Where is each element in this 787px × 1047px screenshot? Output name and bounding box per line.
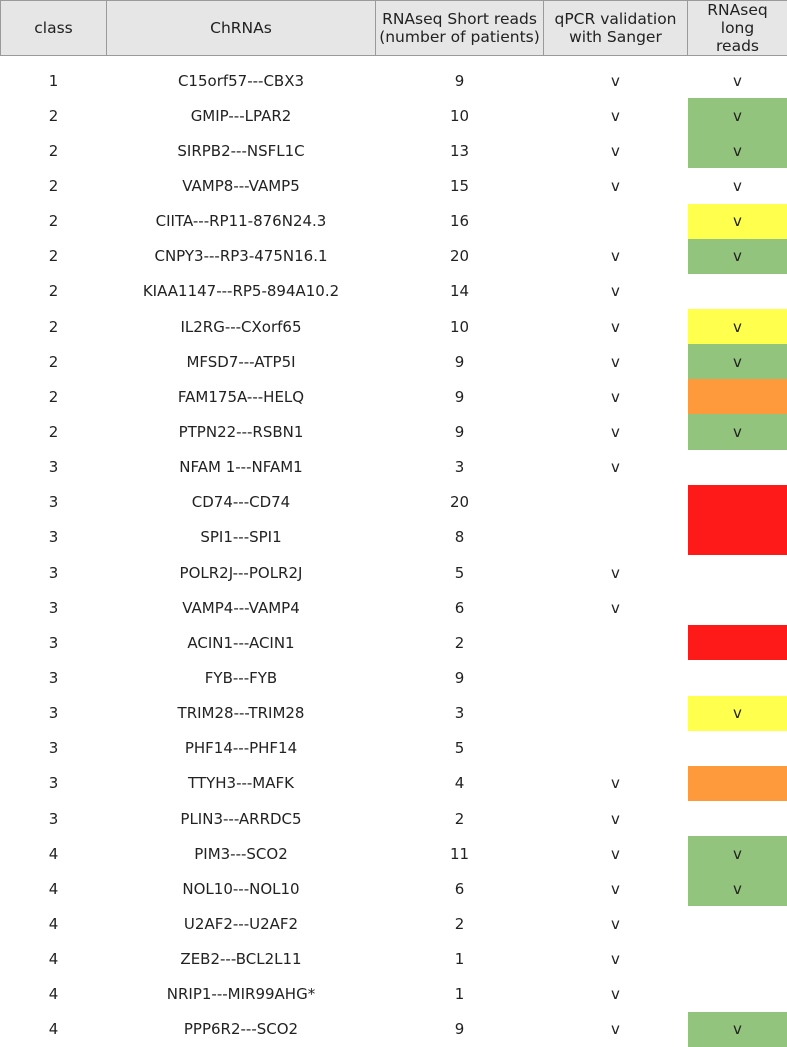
qpcr-cell: v — [544, 63, 688, 98]
table-row — [1, 204, 787, 239]
short-reads-cell: 5 — [376, 555, 544, 590]
class-cell: 2 — [1, 274, 107, 309]
class-cell: 2 — [1, 133, 107, 168]
class-cell: 2 — [1, 239, 107, 274]
qpcr-cell: v — [544, 133, 688, 168]
short-reads-cell: 1 — [376, 977, 544, 1012]
short-reads-cell: 20 — [376, 239, 544, 274]
long-cell: v — [688, 63, 787, 98]
table-row — [1, 133, 787, 168]
chrna-cell: MFSD7---ATP5I — [107, 344, 376, 379]
table-row — [1, 590, 787, 625]
table-header — [1, 1, 787, 56]
short-reads-cell: 2 — [376, 625, 544, 660]
short-reads-cell: 8 — [376, 520, 544, 555]
class-cell: 3 — [1, 696, 107, 731]
long-cell — [688, 555, 787, 590]
class-cell: 4 — [1, 836, 107, 871]
qpcr-cell: v — [544, 871, 688, 906]
qpcr-cell: v — [544, 414, 688, 449]
chrna-cell: POLR2J---POLR2J — [107, 555, 376, 590]
table-row — [1, 344, 787, 379]
long-cell: v — [688, 871, 787, 906]
long-cell: v — [688, 239, 787, 274]
table-row — [1, 274, 787, 309]
qpcr-cell: v — [544, 239, 688, 274]
header-qpcr-validation — [544, 1, 688, 56]
chrna-cell: C15orf57---CBX3 — [107, 63, 376, 98]
qpcr-cell: v — [544, 906, 688, 941]
class-cell: 2 — [1, 414, 107, 449]
table-row — [1, 63, 787, 98]
chrna-cell: GMIP---LPAR2 — [107, 98, 376, 133]
qpcr-cell: v — [544, 168, 688, 203]
chrna-cell: ACIN1---ACIN1 — [107, 625, 376, 660]
chrna-cell: VAMP8---VAMP5 — [107, 168, 376, 203]
qpcr-cell: v — [544, 766, 688, 801]
table-row — [1, 520, 787, 555]
qpcr-cell — [544, 696, 688, 731]
class-cell: 2 — [1, 98, 107, 133]
long-cell — [688, 766, 787, 801]
qpcr-cell: v — [544, 801, 688, 836]
chrna-cell: PIM3---SCO2 — [107, 836, 376, 871]
table-row — [1, 731, 787, 766]
class-cell: 3 — [1, 625, 107, 660]
header-long-reads-line: RNAseq long — [707, 1, 767, 37]
qpcr-cell: v — [544, 344, 688, 379]
table-row — [1, 801, 787, 836]
qpcr-cell — [544, 731, 688, 766]
qpcr-cell: v — [544, 98, 688, 133]
qpcr-cell: v — [544, 274, 688, 309]
long-cell — [688, 731, 787, 766]
qpcr-cell: v — [544, 450, 688, 485]
chrna-cell: KIAA1147---RP5-894A10.2 — [107, 274, 376, 309]
short-reads-cell: 1 — [376, 942, 544, 977]
class-cell: 4 — [1, 977, 107, 1012]
qpcr-cell: v — [544, 379, 688, 414]
chrna-cell: ZEB2---BCL2L11 — [107, 942, 376, 977]
long-cell: v — [688, 1012, 787, 1047]
short-reads-cell: 15 — [376, 168, 544, 203]
table-row — [1, 379, 787, 414]
chrna-cell: CD74---CD74 — [107, 485, 376, 520]
long-cell: v — [688, 98, 787, 133]
short-reads-cell: 2 — [376, 906, 544, 941]
header-short-reads-line: RNAseq Short reads — [382, 10, 537, 28]
header-long-reads-line: reads — [716, 37, 759, 55]
short-reads-cell: 9 — [376, 660, 544, 695]
class-cell: 2 — [1, 204, 107, 239]
table-row — [1, 414, 787, 449]
class-cell: 1 — [1, 63, 107, 98]
chrna-cell: FYB---FYB — [107, 660, 376, 695]
short-reads-cell: 3 — [376, 450, 544, 485]
short-reads-cell: 14 — [376, 274, 544, 309]
chrna-cell: NOL10---NOL10 — [107, 871, 376, 906]
long-cell: v — [688, 204, 787, 239]
header-chrnas — [107, 1, 376, 56]
long-cell — [688, 450, 787, 485]
header-short-reads-line: (number of patients) — [379, 28, 540, 46]
qpcr-cell: v — [544, 590, 688, 625]
class-cell: 3 — [1, 590, 107, 625]
table-row — [1, 696, 787, 731]
short-reads-cell: 2 — [376, 801, 544, 836]
table-row — [1, 871, 787, 906]
qpcr-cell: v — [544, 555, 688, 590]
chrna-cell: VAMP4---VAMP4 — [107, 590, 376, 625]
short-reads-cell: 9 — [376, 1012, 544, 1047]
long-cell — [688, 485, 787, 520]
short-reads-cell: 13 — [376, 133, 544, 168]
qpcr-cell — [544, 625, 688, 660]
short-reads-cell: 9 — [376, 379, 544, 414]
table-row — [1, 309, 787, 344]
long-cell — [688, 801, 787, 836]
class-cell: 2 — [1, 379, 107, 414]
chrna-cell: TTYH3---MAFK — [107, 766, 376, 801]
qpcr-cell: v — [544, 942, 688, 977]
short-reads-cell: 9 — [376, 414, 544, 449]
header-qpcr-validation-line: with Sanger — [569, 28, 662, 46]
class-cell: 3 — [1, 801, 107, 836]
short-reads-cell: 6 — [376, 871, 544, 906]
class-cell: 3 — [1, 485, 107, 520]
class-cell: 4 — [1, 906, 107, 941]
chrna-cell: NFAM 1---NFAM1 — [107, 450, 376, 485]
long-cell: v — [688, 696, 787, 731]
short-reads-cell: 9 — [376, 63, 544, 98]
chrna-cell: PPP6R2---SCO2 — [107, 1012, 376, 1047]
long-cell — [688, 977, 787, 1012]
qpcr-cell: v — [544, 977, 688, 1012]
long-cell — [688, 625, 787, 660]
long-cell — [688, 942, 787, 977]
short-reads-cell: 11 — [376, 836, 544, 871]
table-row — [1, 942, 787, 977]
long-cell — [688, 660, 787, 695]
qpcr-cell: v — [544, 836, 688, 871]
class-cell: 3 — [1, 520, 107, 555]
long-cell — [688, 906, 787, 941]
class-cell: 4 — [1, 1012, 107, 1047]
header-class — [1, 1, 107, 56]
short-reads-cell: 10 — [376, 98, 544, 133]
class-cell: 2 — [1, 344, 107, 379]
long-cell: v — [688, 414, 787, 449]
header-chrnas-line: ChRNAs — [210, 19, 272, 37]
long-cell: v — [688, 168, 787, 203]
header-class-line: class — [34, 19, 72, 37]
chrna-cell: TRIM28---TRIM28 — [107, 696, 376, 731]
header-long-reads — [688, 1, 787, 56]
class-cell: 3 — [1, 731, 107, 766]
chrna-cell: SPI1---SPI1 — [107, 520, 376, 555]
table-row — [1, 836, 787, 871]
chrna-cell: FAM175A---HELQ — [107, 379, 376, 414]
qpcr-cell — [544, 660, 688, 695]
class-cell: 3 — [1, 766, 107, 801]
table-row — [1, 766, 787, 801]
class-cell: 3 — [1, 555, 107, 590]
chrna-cell: IL2RG---CXorf65 — [107, 309, 376, 344]
qpcr-cell — [544, 204, 688, 239]
class-cell: 3 — [1, 660, 107, 695]
chrna-cell: CIITA---RP11-876N24.3 — [107, 204, 376, 239]
qpcr-cell: v — [544, 309, 688, 344]
table-row — [1, 1012, 787, 1047]
table-body — [1, 56, 787, 1047]
chrna-cell: PTPN22---RSBN1 — [107, 414, 376, 449]
table-row — [1, 977, 787, 1012]
qpcr-cell — [544, 520, 688, 555]
class-cell: 2 — [1, 168, 107, 203]
header-short-reads — [376, 1, 544, 56]
chrna-cell: NRIP1---MIR99AHG* — [107, 977, 376, 1012]
long-cell — [688, 379, 787, 414]
long-cell — [688, 274, 787, 309]
table-row — [1, 485, 787, 520]
long-cell: v — [688, 309, 787, 344]
short-reads-cell: 16 — [376, 204, 544, 239]
short-reads-cell: 20 — [376, 485, 544, 520]
short-reads-cell: 9 — [376, 344, 544, 379]
header-qpcr-validation-line: qPCR validation — [554, 10, 676, 28]
short-reads-cell: 10 — [376, 309, 544, 344]
table-row — [1, 450, 787, 485]
class-cell: 4 — [1, 871, 107, 906]
table-row — [1, 555, 787, 590]
long-cell: v — [688, 344, 787, 379]
chrna-cell: PHF14---PHF14 — [107, 731, 376, 766]
chrna-cell: SIRPB2---NSFL1C — [107, 133, 376, 168]
short-reads-cell: 4 — [376, 766, 544, 801]
long-cell — [688, 520, 787, 555]
long-cell: v — [688, 133, 787, 168]
short-reads-cell: 3 — [376, 696, 544, 731]
table-row — [1, 168, 787, 203]
table-row — [1, 625, 787, 660]
chrna-cell: U2AF2---U2AF2 — [107, 906, 376, 941]
chrna-cell: PLIN3---ARRDC5 — [107, 801, 376, 836]
class-cell: 4 — [1, 942, 107, 977]
table-row — [1, 239, 787, 274]
table-row — [1, 98, 787, 133]
class-cell: 3 — [1, 450, 107, 485]
table-row — [1, 660, 787, 695]
short-reads-cell: 5 — [376, 731, 544, 766]
qpcr-cell: v — [544, 1012, 688, 1047]
chrna-cell: CNPY3---RP3-475N16.1 — [107, 239, 376, 274]
table-row — [1, 906, 787, 941]
qpcr-cell — [544, 485, 688, 520]
long-cell — [688, 590, 787, 625]
short-reads-cell: 6 — [376, 590, 544, 625]
class-cell: 2 — [1, 309, 107, 344]
long-cell: v — [688, 836, 787, 871]
